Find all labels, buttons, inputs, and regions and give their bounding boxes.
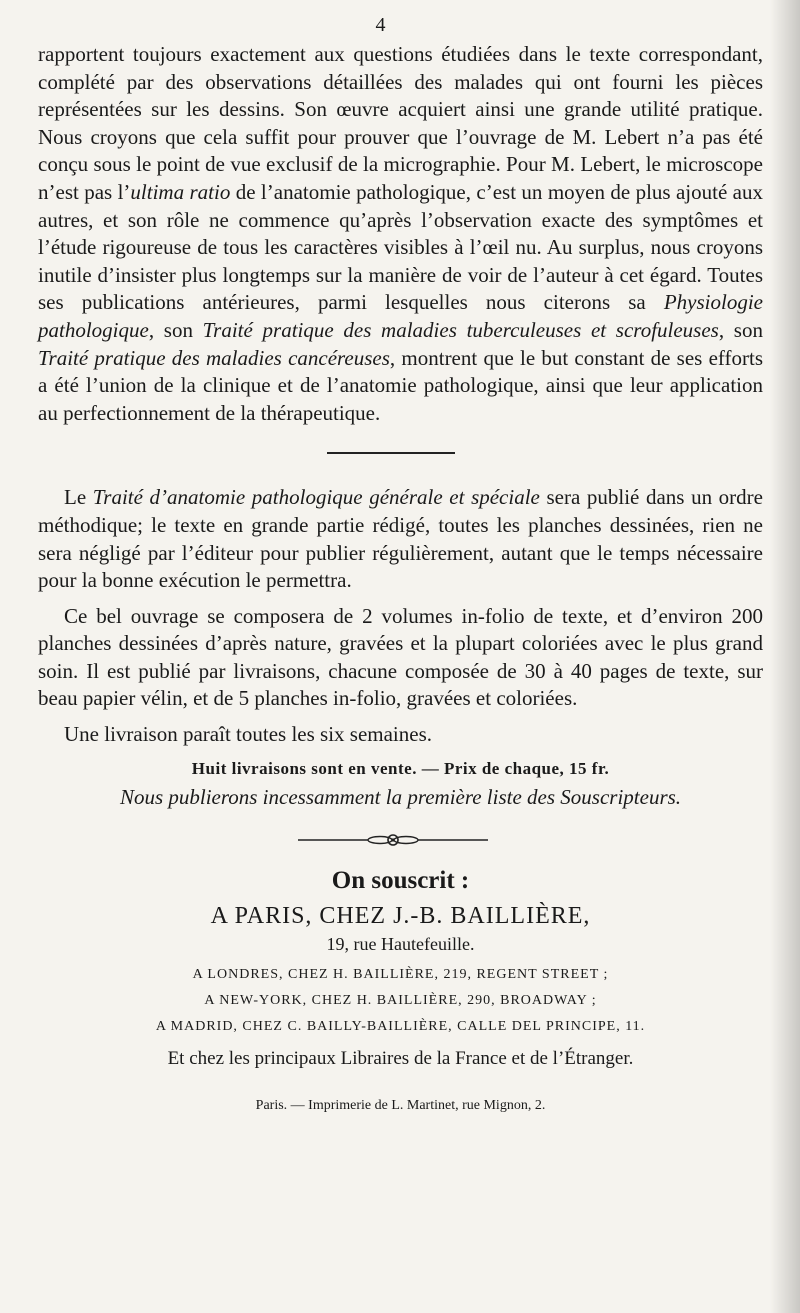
madrid-publisher: A MADRID, CHEZ C. BAILLY-BAILLIÈRE, CALLE DEL PRINCIPE, 11. (155, 1018, 646, 1034)
text-run: rapportent toujours exactement aux questions étudiées dans le texte correspondant, complété par des observations détaillées des malades qui ont fourni les pièces représentées sur les dessins. Son œuvre acquiert ainsi une grande utilité pratique. Nous croyons que cela suffit pour prouver que l’ouvrage de M. Lebert n’a pas été conçu sous le point de vue exclusif de la micrographie. Pour M. Lebert, le microscope n’est pas l’ (38, 42, 763, 204)
subscribers-announcement: Nous publierons incessamment la première liste des Souscripteurs. (119, 784, 682, 809)
paragraph-volumes: Ce bel ouvrage se composera de 2 volumes in-folio de texte, et d’environ 200 planches dessinées d’après nature, gravées et la plupart coloriées avec le plus grand soin. Il est publié par livraisons, chacune composée de 30 à 40 pages de texte, sur beau papier vélin, et de 5 planches in-folio, gravées et coloriées. (38, 603, 763, 711)
italic-treatise-title: Traité d’anatomie pathologique générale et spéciale (92, 485, 540, 510)
paragraph-frequency: Une livraison paraît toutes les six semaines. (64, 722, 433, 747)
ornamental-divider (298, 832, 488, 848)
paragraph-reviewer-remarks (38, 41, 763, 427)
printer-imprint: Paris. — Imprimerie de L. Martinet, rue Mignon, 2. (255, 1097, 546, 1113)
page-number: 4 (375, 14, 386, 36)
text-run: sera publié dans un ordre méthodique; le texte en grande partie rédigé, toutes les planches dessinées, rien ne sera négligé par l’éditeur pour publier régulièrement, autant que le temps nécessaire pour la bonne exécution le permettra. (38, 485, 763, 593)
document-page (38, 14, 763, 1114)
subscribe-heading: On souscrit : (331, 866, 470, 894)
section-divider-rule (327, 452, 455, 454)
text-run: , son (718, 317, 763, 342)
italic-title-physiologie: Physiologie pathologique (38, 290, 763, 342)
text-run: , son (148, 317, 203, 342)
italic-title-cancereuses: Traité pratique des maladies cancéreuses (38, 345, 390, 370)
text-run: de l’anatomie pathologique, c’est un moyen de plus ajouté aux autres, et son rôle ne commence qu’après l’observation exacte des symptômes et l’étude rigoureuse de tous les caractères visibles à l’œil nu. Au surplus, nous croyons inutile d’insister plus longtemps sur la manière de voir de l’auteur à cet égard. Toutes ses publications antérieures, parmi lesquelles nous citerons sa (38, 179, 763, 315)
price-line: Huit livraisons sont en vente. — Prix de chaque, 15 fr. (191, 758, 610, 778)
paragraph-publication-plan (38, 484, 763, 594)
newyork-publisher: A NEW-YORK, CHEZ H. BAILLIÈRE, 290, BROADWAY ; (204, 992, 597, 1008)
booksellers-line: Et chez les principaux Libraires de la France et de l’Étranger. (167, 1047, 634, 1069)
london-publisher: A LONDRES, CHEZ H. BAILLIÈRE, 219, REGENT STREET ; (192, 966, 609, 982)
paris-publisher: A PARIS, CHEZ J.-B. BAILLIÈRE, (210, 902, 591, 929)
text-run: Le (64, 485, 93, 510)
italic-ultima-ratio: ultima ratio (130, 179, 231, 204)
page-edge-shadow (770, 0, 800, 1313)
paris-address: 19, rue Hautefeuille. (326, 933, 475, 954)
text-run: , montrent que le but constant de ses efforts a été l’union de la clinique et de l’anatomie pathologique, ainsi que leur application au perfectionnement de la thérapeutique. (38, 345, 763, 425)
italic-title-tuberculeuses: Traité pratique des maladies tuberculeuses et scrofuleuses (202, 317, 719, 342)
